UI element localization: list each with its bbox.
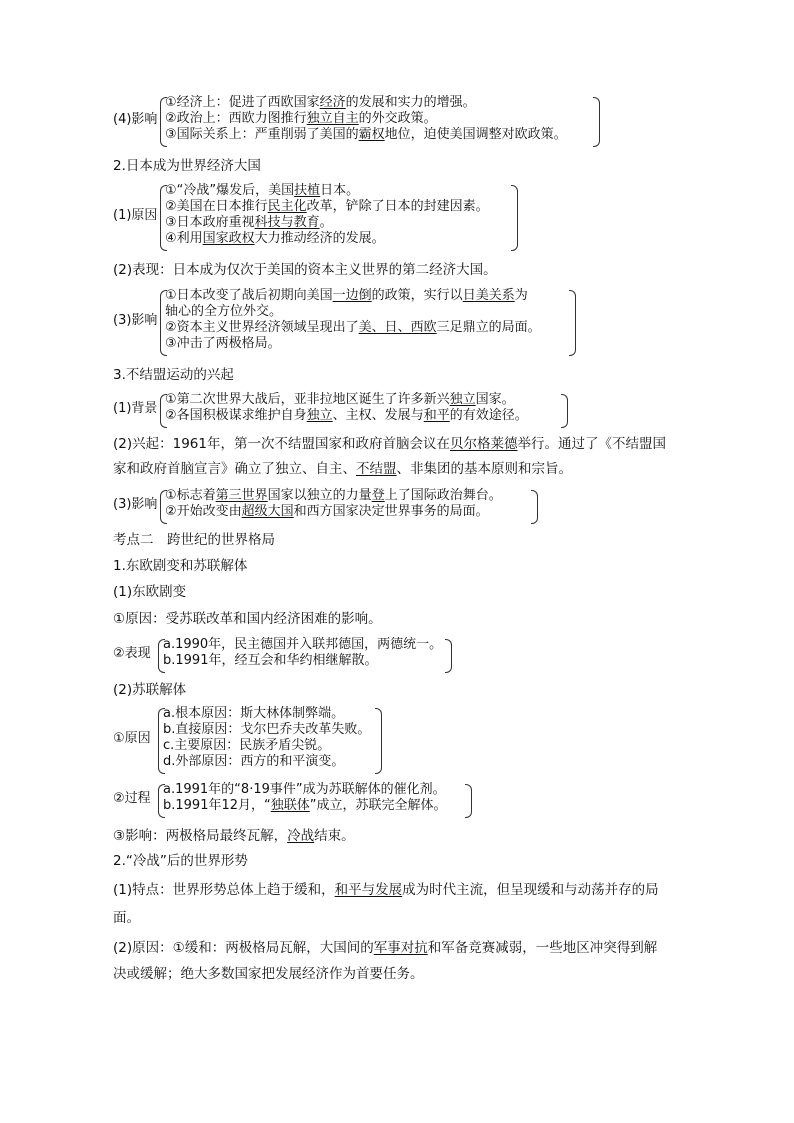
text-segment: 和军备竞赛减弱，一些地区冲突得到解 [427,940,658,956]
right-brace [465,784,472,818]
text-segment: b.1991年，经互会和华约相继解散。 [163,653,378,668]
text-segment: ”成立，苏联完全解体。 [309,798,447,813]
item-list [165,183,489,247]
text-segment: ②开始改变由 [165,504,242,519]
underlined-keyword: 科技与教育 [254,215,320,230]
group-label: ②过程 [113,791,151,806]
list-item [163,798,447,814]
text-segment: 轴心的全方位外交。 [165,304,283,319]
underlined-keyword: 独立 [449,392,476,407]
text-segment: ②政治上：西欧力图推行 [165,111,307,126]
text-segment: 日本。 [320,183,360,198]
right-brace [511,185,518,251]
list-item [165,304,541,320]
text-segment: 上了国际政治舞台。 [384,488,502,503]
eastern-europe-cause: ①原因：受苏联改革和国内经济困难的影响。 [113,611,382,627]
underlined-keyword: 和平与发展 [334,882,403,898]
underlined-keyword: 独立自主 [306,111,359,126]
text-segment: ③日本政府重视 [165,215,255,230]
underlined-keyword: 经济 [319,95,346,110]
post-cold-war-cause-line2: 决或缓解；绝大多数国家把发展经济作为首要任务。 [113,966,424,982]
list-item [163,722,370,738]
underlined-keyword: 民主化 [267,199,307,214]
underlined-keyword: 独联体 [270,798,310,813]
right-brace [561,394,568,428]
text-segment: ①“冷战”爆发后，美国 [165,183,295,198]
text-segment: 地位，迫使美国调整对欧政策。 [384,127,567,142]
underlined-keyword: 独立 [306,408,333,423]
heading-eastern-europe-upheaval: (1)东欧剧变 [113,584,187,600]
post-cold-war-features-line1 [113,882,659,898]
text-segment: a.1991年的“8·19事件”成为苏联解体的催化剂。 [163,782,446,797]
underlined-keyword: 一边倒 [332,288,372,303]
text-segment: b.1991年12月，“ [163,798,271,813]
list-item [163,738,370,754]
text-segment: ③影响：两极格局最终瓦解， [113,828,288,844]
text-segment: 、主权、发展与 [332,408,424,423]
heading-eastern-europe: 1.东欧剧变和苏联解体 [113,558,248,574]
underlined-keyword: 和平 [423,408,450,423]
right-brace [593,97,600,147]
list-item [165,392,528,408]
text-segment: 结束。 [314,828,355,844]
text-segment: 的有效途径。 [449,408,528,423]
underlined-keyword: 贝尔格莱德 [449,436,518,452]
list-item [163,653,442,669]
list-item [165,504,502,520]
list-item [165,408,528,424]
heading-post-cold-war: 2.“冷战”后的世界形势 [113,853,248,869]
text-segment: 改革，铲除了日本的封建因素。 [306,199,489,214]
text-segment: 三足鼎立的局面。 [436,320,541,335]
item-list [163,706,370,770]
list-item [165,215,489,231]
non-aligned-rise-line1 [113,436,666,452]
text-segment: ②美国在日本推行 [165,199,268,214]
text-segment: ③国际关系上：严重削弱了美国的 [165,127,359,142]
text-segment: a.1990年，民主德国并入联邦德国，两德统一。 [163,637,443,652]
item-list [165,288,541,352]
text-segment: 。 [319,215,333,230]
text-segment: ①标志着 [165,488,216,503]
text-segment: ②各国积极谋求维护自身 [165,408,307,423]
post-cold-war-cause-line1 [113,940,657,956]
text-segment: 家和政府首脑宣言》确立了独立、自主、 [113,461,356,477]
item-list [165,95,567,143]
group-label: (1)背景 [113,401,158,416]
underlined-keyword: 不结盟 [356,461,397,477]
text-segment: 国家以独立的力量 [267,488,372,503]
text-segment: d.外部原因：西方的和平演变。 [163,754,345,769]
underlined-keyword: 冷战 [287,828,315,844]
list-item [165,288,541,304]
item-list [165,392,528,424]
list-item [165,488,502,504]
japan-performance: (2)表现：日本成为仅次于美国的资本主义世界的第二经济大国。 [113,262,497,278]
list-item [163,637,442,653]
heading-japan: 2.日本成为世界经济大国 [113,158,261,174]
text-segment: ①日本改变了战后初期向美国 [165,288,333,303]
underlined-keyword: 国家政权 [202,231,255,246]
list-item [165,336,541,352]
item-list [165,488,502,520]
soviet-impact [113,828,355,844]
text-segment: 的政策，实行以 [371,288,463,303]
list-item [165,127,567,143]
text-segment: ③冲击了两极格局。 [165,336,281,351]
underlined-keyword: 日美关系 [462,288,515,303]
text-segment: (1)特点：世界形势总体上趋于缓和， [113,882,335,898]
right-brace [569,290,576,356]
text-segment: 、非集团的基本原则和宗旨。 [396,461,572,477]
underlined-keyword: 登 [371,488,385,503]
group-label: (3)影响 [113,497,158,512]
text-segment: c.主要原因：民族矛盾尖锐。 [163,738,331,753]
text-segment: 举行。通过了《不结盟国 [517,436,666,452]
text-segment: (2)原因：①缓和：两极格局瓦解，大国间的 [113,940,374,956]
item-list [163,637,442,669]
text-segment: ①经济上：促进了西欧国家 [165,95,320,110]
group-label: ①原因 [113,731,151,746]
text-segment: ①第二次世界大战后，亚非拉地区诞生了许多新兴 [165,392,450,407]
underlined-keyword: 霸权 [358,127,385,142]
underlined-keyword: 美、日、西欧 [358,320,437,335]
heading-key-point-2: 考点二 跨世纪的世界格局 [113,532,275,548]
heading-non-aligned: 3.不结盟运动的兴起 [113,367,234,383]
list-item [165,199,489,215]
text-segment: a.根本原因：斯大林体制弊端。 [163,706,345,721]
non-aligned-rise-line2 [113,461,572,477]
underlined-keyword: 第三世界 [215,488,268,503]
underlined-keyword: 军事对抗 [373,940,428,956]
text-segment: ②资本主义世界经济领域呈现出了 [165,320,359,335]
list-item [165,231,489,247]
group-label: (4)影响 [113,112,158,127]
list-item [165,95,567,111]
list-item [163,782,447,798]
right-brace [445,639,452,673]
underlined-keyword: 超级大国 [241,504,294,519]
text-segment: 大力推动经济的发展。 [254,231,385,246]
text-segment: ④利用 [165,231,203,246]
text-segment: 国家。 [475,392,515,407]
text-segment: 的发展和实力的增强。 [345,95,476,110]
group-label: (1)原因 [113,208,158,223]
list-item [163,706,370,722]
text-segment: 和西方国家决定世界事务的局面。 [293,504,489,519]
text-segment: b.直接原因：戈尔巴乔夫改革失败。 [163,722,371,737]
list-item [163,754,370,770]
text-segment: 成为时代主流，但呈现缓和与动荡并存的局 [402,882,659,898]
post-cold-war-features-line2: 面。 [113,910,140,926]
group-label: ②表现 [113,646,151,661]
list-item [165,111,567,127]
list-item [165,183,489,199]
heading-soviet-dissolution: (2)苏联解体 [113,682,187,698]
text-segment: 为 [514,288,528,303]
item-list [163,782,447,814]
underlined-keyword: 扶植 [294,183,321,198]
right-brace [531,490,538,524]
right-brace [375,708,382,774]
text-segment: (2)兴起：1961年，第一次不结盟国家和政府首脑会议在 [113,436,450,452]
list-item [165,320,541,336]
group-label: (3)影响 [113,313,158,328]
text-segment: 的外交政策。 [358,111,437,126]
